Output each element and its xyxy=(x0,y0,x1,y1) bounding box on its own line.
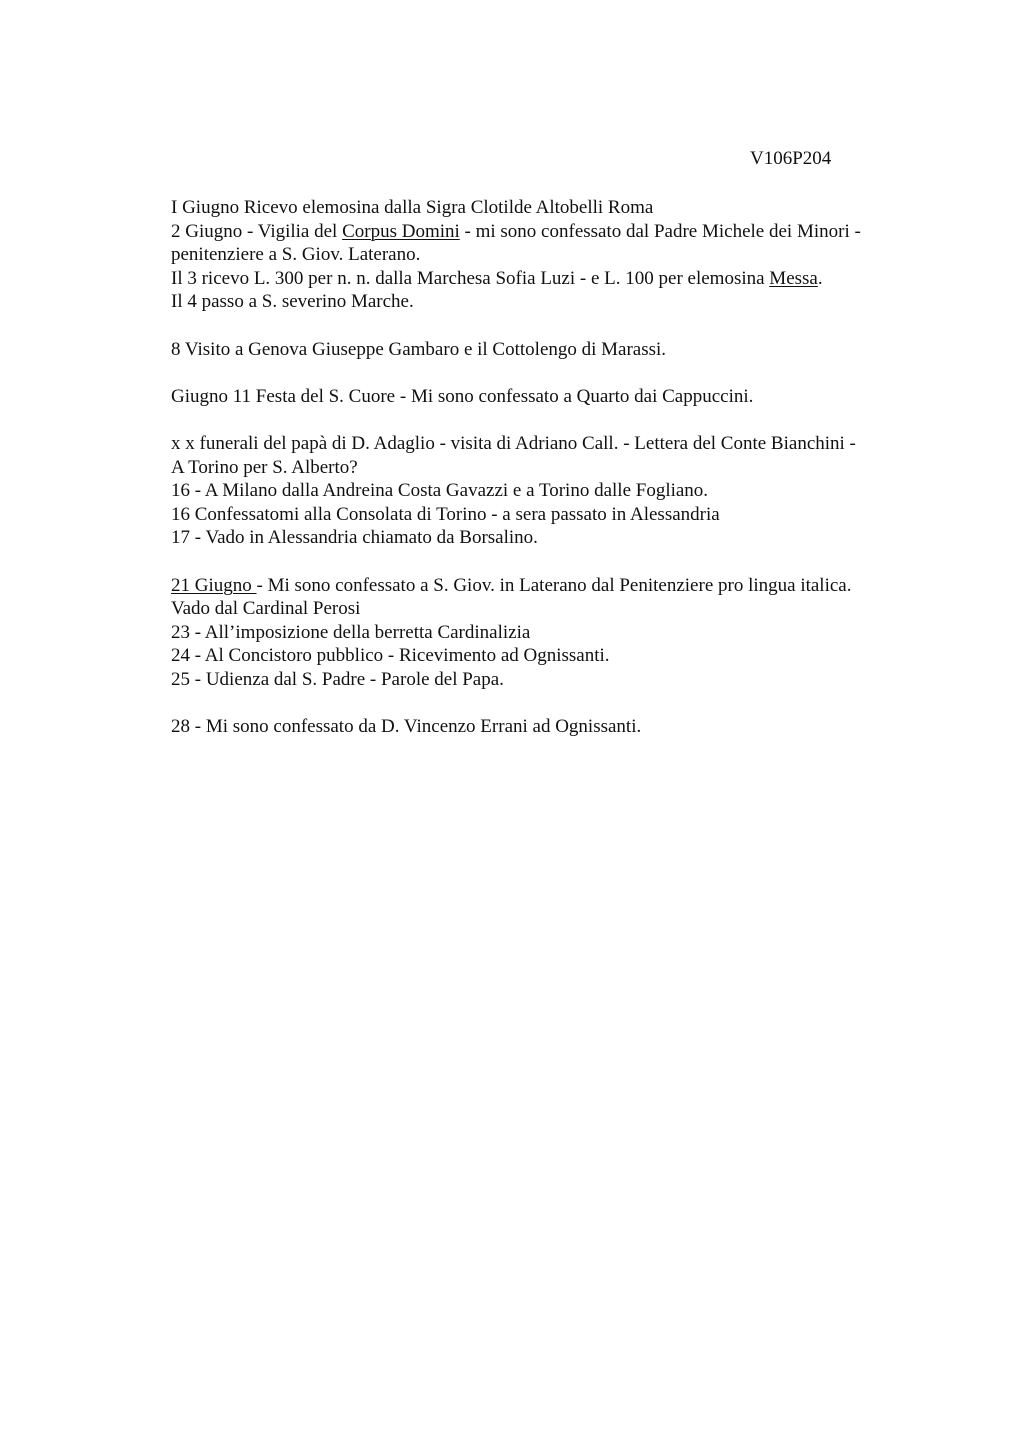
text-segment: Il 3 ricevo L. 300 per n. n. dalla Marchesa Sofia Luzi - e L. 100 per elemosina xyxy=(171,267,770,289)
paragraph-1 xyxy=(171,196,951,314)
underlined-text: Corpus Domini xyxy=(342,220,460,242)
paragraph-gap xyxy=(171,408,951,432)
document-body xyxy=(171,196,951,739)
text-segment: . xyxy=(817,267,823,289)
paragraph-4 xyxy=(171,432,951,550)
text-line: I Giugno Ricevo elemosina dalla Sigra Clotilde Altobelli Roma xyxy=(171,197,654,218)
paragraph-gap xyxy=(171,314,951,338)
paragraph-5 xyxy=(171,574,951,692)
text-line: 16 - A Milano dalla Andreina Costa Gavazzi e a Torino dalle Fogliano. xyxy=(171,480,709,502)
text-segment: - Mi sono confessato a S. Giov. in Laterano dal Penitenziere pro lingua italica. xyxy=(256,574,852,596)
text-line: x x funerali del papà di D. Adaglio - visita di Adriano Call. - Lettera del Conte Bianchini - xyxy=(171,432,856,454)
paragraph-gap xyxy=(171,691,951,715)
text-line: 8 Visito a Genova Giuseppe Gambaro e il Cottolengo di Marassi. xyxy=(171,338,667,360)
paragraph-2 xyxy=(171,338,951,362)
paragraph-6 xyxy=(171,715,951,739)
page-reference-code: V106P204 xyxy=(750,148,832,169)
text-line: 24 - Al Concistoro pubblico - Ricevimento ad Ognissanti. xyxy=(171,645,610,667)
paragraph-gap xyxy=(171,361,951,385)
text-line: penitenziere a S. Giov. Laterano. xyxy=(171,244,421,266)
text-line: 17 - Vado in Alessandria chiamato da Borsalino. xyxy=(171,527,538,549)
text-line: A Torino per S. Alberto? xyxy=(171,456,358,478)
text-line: 25 - Udienza dal S. Padre - Parole del Papa. xyxy=(171,668,504,690)
text-segment: 2 Giugno - Vigilia del xyxy=(171,220,343,242)
text-line: 28 - Mi sono confessato da D. Vincenzo Errani ad Ognissanti. xyxy=(171,716,642,738)
paragraph-3 xyxy=(171,385,951,409)
underlined-text: Messa xyxy=(769,267,818,289)
text-line: 16 Confessatomi alla Consolata di Torino - a sera passato in Alessandria xyxy=(171,503,720,525)
text-line: Vado dal Cardinal Perosi xyxy=(171,598,361,620)
text-line: Il 4 passo a S. severino Marche. xyxy=(171,291,414,313)
text-line xyxy=(171,267,951,291)
text-line: Giugno 11 Festa del S. Cuore - Mi sono confessato a Quarto dai Cappuccini. xyxy=(171,385,754,407)
text-line xyxy=(171,574,951,598)
paragraph-gap xyxy=(171,550,951,574)
underlined-text: 21 Giugno xyxy=(171,574,257,596)
text-line xyxy=(171,220,951,244)
text-segment: - mi sono confessato dal Padre Michele dei Minori - xyxy=(459,220,861,242)
text-line: 23 - All’imposizione della berretta Cardinalizia xyxy=(171,621,531,643)
